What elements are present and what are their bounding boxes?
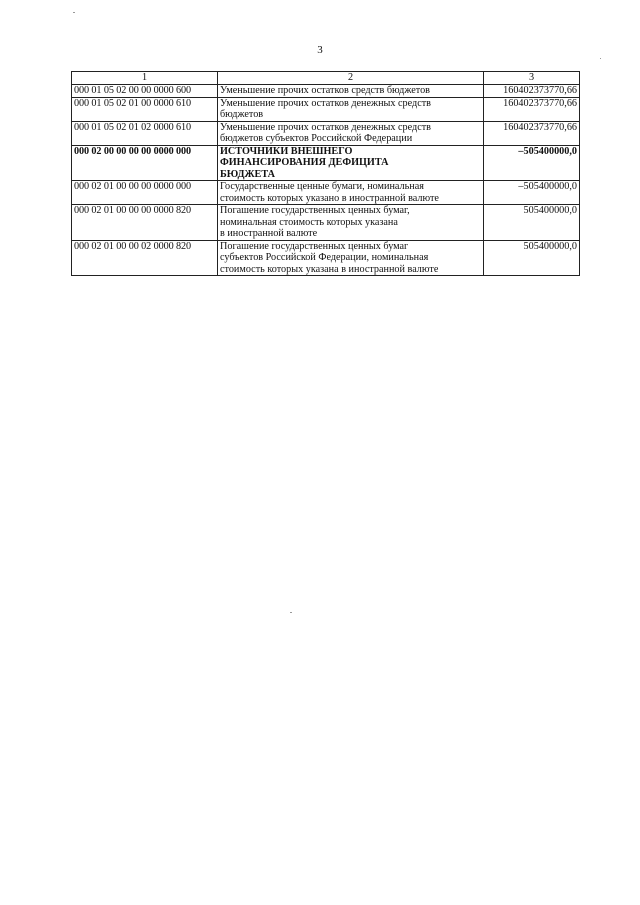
table-header-row (72, 72, 580, 85)
amount-value: 505400000,0 (484, 205, 580, 241)
budget-classification-code: 000 02 01 00 00 00 0000 000 (72, 181, 218, 205)
source-name-line: номинальная стоимость которых указана (220, 216, 398, 228)
source-name-line: ФИНАНСИРОВАНИЯ ДЕФИЦИТА (220, 157, 389, 168)
amount-value: 160402373770,66 (484, 97, 580, 121)
source-name-line: бюджетов субъектов Российской Федерации (220, 133, 413, 144)
amount-value: 160402373770,66 (484, 85, 580, 98)
amount-value: 160402373770,66 (484, 121, 580, 145)
table-row (72, 240, 580, 276)
amount-value: –505400000,0 (484, 181, 580, 205)
scan-speck (600, 58, 601, 59)
source-name (218, 240, 484, 276)
source-name-line: Государственные ценные бумаги, номинальная (220, 181, 424, 192)
amount-value: 505400000,0 (484, 240, 580, 276)
table-row (72, 145, 580, 181)
table-body (72, 85, 580, 276)
budget-classification-code: 000 01 05 02 01 00 0000 610 (72, 97, 218, 121)
source-name (218, 145, 484, 181)
source-name-line: Погашение государственных ценных бумаг, (220, 205, 410, 216)
source-name (218, 181, 484, 205)
scan-speck (290, 612, 292, 613)
column-header-name: 2 (218, 72, 484, 85)
column-header-amount: 3 (484, 72, 580, 85)
budget-sources-table (71, 71, 580, 276)
table-row (72, 97, 580, 121)
source-name (218, 97, 484, 121)
scan-speck (73, 12, 75, 13)
table-row (72, 85, 580, 98)
source-name (218, 205, 484, 241)
source-name (218, 85, 484, 98)
table-header (72, 72, 580, 85)
table-row (72, 121, 580, 145)
source-name-line: стоимость которых указана в иностранной валюте (220, 263, 439, 275)
page-number: 3 (317, 44, 323, 56)
budget-classification-code: 000 02 01 00 00 02 0000 820 (72, 240, 218, 276)
source-name-line: ИСТОЧНИКИ ВНЕШНЕГО (220, 145, 353, 157)
source-name-line: БЮДЖЕТА (220, 168, 275, 180)
source-name-line: в иностранной валюте (220, 228, 318, 239)
column-header-code: 1 (72, 72, 218, 85)
source-name-line: субъектов Российской Федерации, номинальная (220, 252, 429, 263)
source-name-line: Уменьшение прочих остатков средств бюджетов (220, 85, 430, 96)
source-name (218, 121, 484, 145)
amount-value: –505400000,0 (484, 145, 580, 181)
budget-classification-code: 000 01 05 02 00 00 0000 600 (72, 85, 218, 98)
source-name-line: Уменьшение прочих остатков денежных средств (220, 121, 431, 133)
source-name-line: Погашение государственных ценных бумаг (220, 240, 409, 252)
source-name-line: Уменьшение прочих остатков денежных средств (220, 97, 431, 109)
source-name-line: бюджетов (220, 109, 264, 120)
source-name-line: стоимость которых указано в иностранной валюте (220, 192, 439, 204)
budget-classification-code: 000 02 01 00 00 00 0000 820 (72, 205, 218, 241)
budget-classification-code: 000 01 05 02 01 02 0000 610 (72, 121, 218, 145)
table-row (72, 181, 580, 205)
table-row (72, 205, 580, 241)
budget-classification-code: 000 02 00 00 00 00 0000 000 (72, 145, 218, 181)
